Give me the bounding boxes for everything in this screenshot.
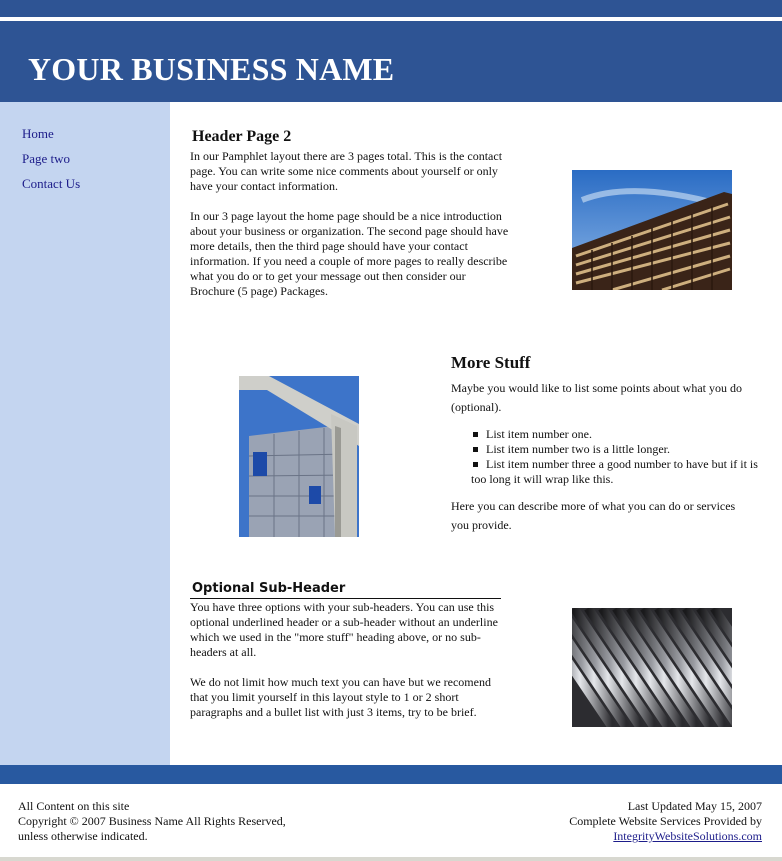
- footer-bar: [0, 765, 782, 784]
- nav-link-home[interactable]: Home: [22, 126, 54, 141]
- section2-paragraph-1: Maybe you would like to list some points about what you do (optional).: [451, 381, 742, 414]
- section-header-page-2: Header Page 2: [192, 128, 292, 145]
- section3-paragraph-2: We do not limit how much text you can have but we recomend that you limit yourself in this layout style to 1 or 2 short paragraphs and a bullet list with just 3 items, try to be brief.: [190, 675, 491, 719]
- section1-paragraph-2: In our 3 page layout the home page should be a nice introduction about your business or organization. The second page should have more details, then the third page should have your contact information. If you need a couple of more pages to really describe what you do or to get your message out then consider our Brochure (5 page) Packages.: [190, 209, 509, 298]
- bullet-list: [471, 427, 761, 487]
- bullet-icon: [473, 447, 478, 452]
- header-banner: [0, 21, 782, 102]
- section3-paragraph-1: You have three options with your sub-headers. You can use this optional underlined header or a sub-header without an underline which we used in the "more stuff" heading above, or no sub-headers at all.: [190, 600, 498, 659]
- bullet-icon: [473, 432, 478, 437]
- sidebar: [0, 102, 170, 765]
- list-item: List item number three a good number to have but if it is too long it will wrap like this.: [471, 457, 758, 486]
- section2-paragraph-2: Here you can describe more of what you can do or services you provide.: [451, 499, 736, 532]
- optional-sub-header: Optional Sub-Header: [190, 581, 501, 599]
- nav-link-page-two[interactable]: Page two: [22, 151, 71, 166]
- office-building-photo: [572, 170, 732, 290]
- concrete-arch-building-photo: [239, 376, 359, 537]
- nav-link-contact-us[interactable]: Contact Us: [22, 176, 81, 191]
- section-header-more-stuff: More Stuff: [451, 353, 531, 372]
- top-bar: [0, 0, 782, 17]
- business-name: YOUR BUSINESS NAME: [28, 51, 395, 87]
- footer-credits: Last Updated May 15, 2007 Complete Website Services Provided by IntegrityWebsiteSolutions.com: [569, 799, 762, 843]
- bottom-border: [0, 857, 782, 861]
- section1-paragraph-1: In our Pamphlet layout there are 3 pages total. This is the contact page. You can write some nice comments about yourself or only have your contact information.: [190, 149, 503, 193]
- footer-credit-link[interactable]: IntegrityWebsiteSolutions.com: [613, 829, 762, 843]
- bullet-icon: [473, 462, 478, 467]
- sidebar-nav: [22, 121, 80, 196]
- list-item: List item number one.: [471, 427, 761, 442]
- list-item: List item number two is a little longer.: [471, 442, 761, 457]
- footer-copyright: All Content on this site Copyright © 2007 Business Name All Rights Reserved, unless otherwise indicated.: [18, 799, 286, 843]
- metal-pipes-photo: [572, 608, 732, 727]
